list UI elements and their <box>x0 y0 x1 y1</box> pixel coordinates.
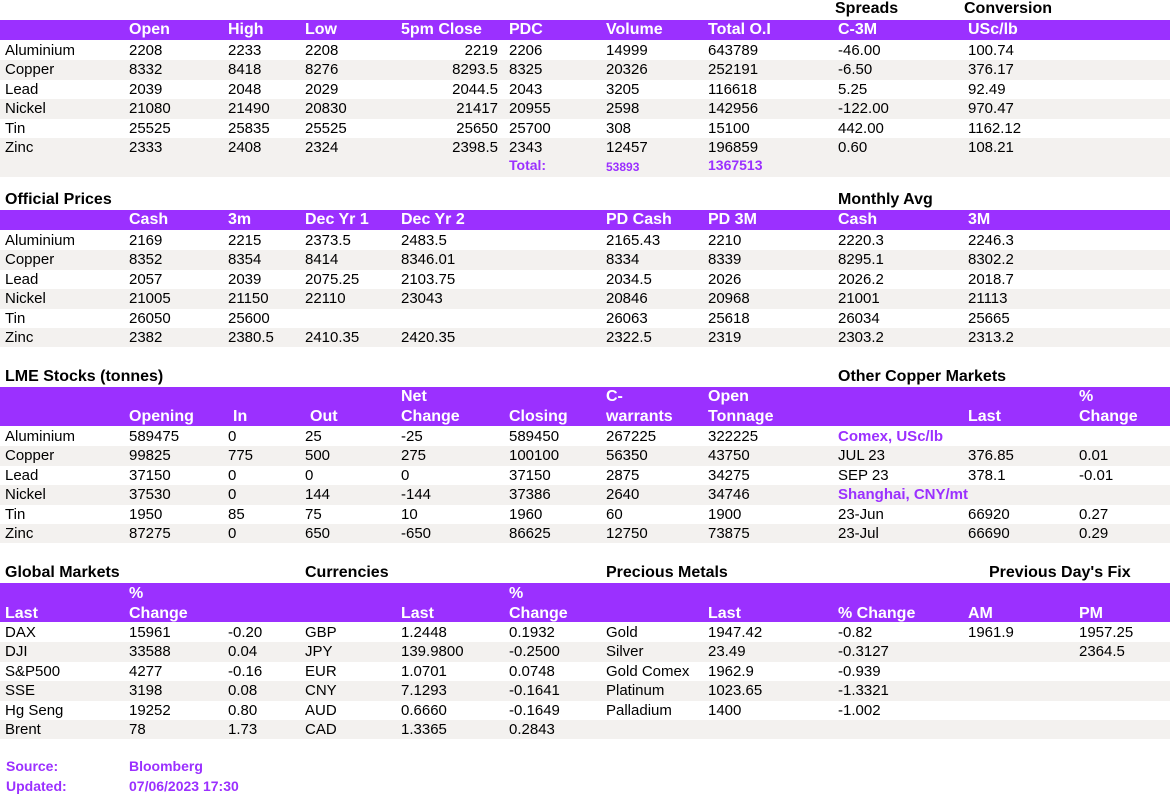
official-cell: 2303.2 <box>838 329 884 346</box>
hdr-open: Open <box>129 21 170 38</box>
official-cell: 2210 <box>708 232 742 249</box>
copper-market-label: 23-Jun <box>838 505 884 523</box>
currencies-title: Currencies <box>305 564 389 581</box>
global-cell: 1961.9 <box>968 624 1014 641</box>
top-cell: -122.00 <box>838 100 889 118</box>
stocks-cell: 34275 <box>708 466 750 484</box>
stocks-cell: 85 <box>228 505 245 523</box>
official-cell: 2169 <box>129 232 163 249</box>
metal-name: Tin <box>5 505 26 523</box>
hdr-cash: Cash <box>129 211 169 228</box>
stocks-row-stripe <box>0 485 1170 504</box>
top-cell: 1162.12 <box>968 119 1022 137</box>
global-cell: CNY <box>305 682 337 700</box>
copper-market-label: SEP 23 <box>838 466 889 484</box>
global-cell: DAX <box>5 624 36 641</box>
top-cell: 116618 <box>708 80 757 98</box>
metal-name: Zinc <box>5 525 34 542</box>
previous-day-fix-title: Previous Day's Fix <box>989 564 1131 581</box>
official-cell: 2483.5 <box>401 232 447 249</box>
global-cell: S&P500 <box>5 662 61 680</box>
hdr-global-change: Change <box>129 605 188 622</box>
copper-market-last: 378.1 <box>968 466 1006 484</box>
global-cell: 0.0748 <box>509 662 555 680</box>
global-row-stripe <box>0 642 1170 661</box>
top-cell: 8418 <box>228 61 262 79</box>
official-cell: 2373.5 <box>305 232 351 249</box>
top-cell: 25835 <box>228 119 270 137</box>
global-cell: -0.20 <box>228 624 263 641</box>
top-cell: 5.25 <box>838 80 868 98</box>
hdr-copper-last: Last <box>968 408 1001 425</box>
stocks-cell: 0 <box>401 466 410 484</box>
top-cell: 8276 <box>305 61 339 79</box>
official-cell: 2018.7 <box>968 270 1014 288</box>
hdr-c: C- <box>606 388 623 405</box>
hdr-precious-change: % Change <box>838 605 916 622</box>
global-cell: 0.04 <box>228 643 258 661</box>
top-cell: 2219 <box>464 42 498 59</box>
hdr-global-last: Last <box>5 605 38 622</box>
hdr-copper-change: Change <box>1079 408 1138 425</box>
top-cell: 2208 <box>129 42 163 59</box>
official-cell: 8414 <box>305 251 339 269</box>
global-cell: 0.08 <box>228 682 258 700</box>
stocks-cell: 73875 <box>708 525 750 542</box>
official-cell: 2319 <box>708 329 742 346</box>
copper-market-last: 376.85 <box>968 447 1014 465</box>
top-cell: 2039 <box>129 80 163 98</box>
stocks-cell: 43750 <box>708 447 750 465</box>
metal-name: Copper <box>5 447 55 465</box>
top-cell: 20830 <box>305 100 347 118</box>
hdr-closing: Closing <box>509 408 568 425</box>
top-cell: 25650 <box>456 119 498 137</box>
hdr-dec-yr-2: Dec Yr 2 <box>401 211 465 228</box>
official-cell: 20968 <box>708 290 750 308</box>
official-cell: 2026.2 <box>838 270 884 288</box>
copper-market-last: 66690 <box>968 525 1010 542</box>
copper-market-change: -0.01 <box>1079 466 1114 484</box>
hdr-low: Low <box>305 21 337 38</box>
global-cell: -1.3321 <box>838 682 889 700</box>
top-cell: 108.21 <box>968 139 1014 156</box>
stocks-cell: -144 <box>401 486 432 504</box>
global-cell: -0.939 <box>838 662 881 680</box>
hdr-pd-3m: PD 3M <box>708 211 757 228</box>
global-cell: 0.2843 <box>509 721 555 738</box>
top-cell: -6.50 <box>838 61 873 79</box>
stocks-cell: 87275 <box>129 525 171 542</box>
official-cell: 2026 <box>708 270 742 288</box>
top-cell: 21080 <box>129 100 171 118</box>
monthly-avg-title: Monthly Avg <box>838 191 933 208</box>
top-cell: 142956 <box>708 100 759 118</box>
official-cell: 2246.3 <box>968 232 1014 249</box>
global-cell: 1.0701 <box>401 662 447 680</box>
global-cell: 1.3365 <box>401 721 447 738</box>
top-cell: 442.00 <box>838 119 884 137</box>
top-cell: 2043 <box>509 80 543 98</box>
global-cell: -0.1641 <box>509 682 560 700</box>
global-cell: GBP <box>305 624 337 641</box>
stocks-cell: 589475 <box>129 428 180 445</box>
stocks-cell: 0 <box>228 428 237 445</box>
global-cell: 1962.9 <box>708 662 754 680</box>
global-cell: JPY <box>305 643 333 661</box>
hdr-pd-cash: PD Cash <box>606 211 672 228</box>
official-cell: 8352 <box>129 251 163 269</box>
stocks-cell: 650 <box>305 525 331 542</box>
conversion-label: Conversion <box>964 0 1053 17</box>
total-label: Total: <box>509 157 547 173</box>
metal-name: Aluminium <box>5 232 76 249</box>
hdr-net-change: Change <box>401 408 460 425</box>
global-cell: 1.2448 <box>401 624 447 641</box>
copper-market-label: Comex, USc/lb <box>838 428 944 445</box>
updated-value: 07/06/2023 17:30 <box>129 778 239 794</box>
global-cell: 139.9800 <box>401 643 464 661</box>
stocks-cell: 34746 <box>708 486 750 504</box>
global-cell: Platinum <box>606 682 665 700</box>
official-cell: 21005 <box>129 290 171 308</box>
official-cell: 8339 <box>708 251 742 269</box>
stocks-cell: 12750 <box>606 525 648 542</box>
official-cell: 21113 <box>968 290 1008 308</box>
official-cell: 2313.2 <box>968 329 1014 346</box>
top-cell: 2206 <box>509 42 543 59</box>
top-cell: 308 <box>606 119 632 137</box>
metal-name: Aluminium <box>5 428 76 445</box>
spreads-label: Spreads <box>835 0 899 17</box>
hdr-fix-pm: PM <box>1079 605 1103 622</box>
metal-name: Copper <box>5 61 55 79</box>
official-cell: 2075.25 <box>305 270 360 288</box>
stocks-cell: 10 <box>401 505 418 523</box>
official-cell: 21001 <box>838 290 880 308</box>
global-cell: -0.2500 <box>509 643 560 661</box>
copper-market-label: Shanghai, CNY/mt <box>838 486 969 504</box>
stocks-cell: 589450 <box>509 428 560 445</box>
total-oi: 1367513 <box>708 157 763 173</box>
official-cell: 21150 <box>228 290 269 308</box>
global-cell: Gold Comex <box>606 662 690 680</box>
stocks-cell: 0 <box>305 466 314 484</box>
copper-market-change: 0.27 <box>1079 505 1109 523</box>
hdr-net: Net <box>401 388 427 405</box>
hdr-c-3m: C-3M <box>838 21 878 38</box>
hdr-tonnage: Tonnage <box>708 408 774 425</box>
top-cell: 2044.5 <box>452 80 498 98</box>
top-cell: 196859 <box>708 139 759 156</box>
metal-name: Lead <box>5 80 39 98</box>
precious-metals-title: Precious Metals <box>606 564 728 581</box>
top-cell: 2029 <box>305 80 339 98</box>
global-cell: 1400 <box>708 701 742 719</box>
other-copper-title: Other Copper Markets <box>838 368 1007 385</box>
metal-name: Tin <box>5 119 26 137</box>
hdr-currency-change: Change <box>509 605 568 622</box>
hdr-warrants: warrants <box>606 408 673 425</box>
global-cell: 78 <box>129 721 146 738</box>
top-cell: 0.60 <box>838 139 868 156</box>
global-markets-title: Global Markets <box>5 564 120 581</box>
official-cell: 2034.5 <box>606 270 652 288</box>
global-cell: -1.002 <box>838 701 881 719</box>
hdr-pdc: PDC <box>509 21 543 38</box>
hdr-usc-lb: USc/lb <box>968 21 1018 38</box>
official-cell: 2039 <box>228 270 262 288</box>
stocks-cell: 56350 <box>606 447 648 465</box>
top-cell: 8325 <box>509 61 543 79</box>
official-cell: 2057 <box>129 270 163 288</box>
global-row-stripe <box>0 720 1170 739</box>
global-cell: -0.1649 <box>509 701 560 719</box>
stocks-cell: 0 <box>228 486 237 504</box>
top-cell: 3205 <box>606 80 640 98</box>
top-cell: 2048 <box>228 80 262 98</box>
top-cell: 100.74 <box>968 42 1014 59</box>
top-cell: -46.00 <box>838 42 881 59</box>
official-cell: 2382 <box>129 329 163 346</box>
global-cell: -0.3127 <box>838 643 889 661</box>
global-cell: Gold <box>606 624 638 641</box>
global-cell: 33588 <box>129 643 171 661</box>
top-cell: 8293.5 <box>452 61 498 79</box>
global-cell: 1947.42 <box>708 624 763 641</box>
stocks-cell: 99825 <box>129 447 171 465</box>
global-cell: SSE <box>5 682 36 700</box>
global-cell: 15961 <box>129 624 171 641</box>
official-cell: 26034 <box>838 309 880 327</box>
top-cell: 2333 <box>129 139 163 156</box>
stocks-cell: 0 <box>228 525 237 542</box>
hdr-currency-last: Last <box>401 605 434 622</box>
global-cell: Hg Seng <box>5 701 64 719</box>
stocks-cell: -650 <box>401 525 432 542</box>
top-cell: 643789 <box>708 42 759 59</box>
hdr-copper-pct: % <box>1079 388 1094 405</box>
stocks-cell: 37150 <box>129 466 171 484</box>
stocks-cell: 144 <box>305 486 331 504</box>
copper-market-last: 66920 <box>968 505 1010 523</box>
stocks-cell: 37386 <box>509 486 551 504</box>
lme-stocks-title: LME Stocks (tonnes) <box>5 368 164 385</box>
updated-label: Updated: <box>6 778 67 794</box>
metal-name: Zinc <box>5 139 34 156</box>
top-row-stripe <box>0 157 1170 176</box>
global-cell: 23.49 <box>708 643 746 661</box>
stocks-cell: 2875 <box>606 466 640 484</box>
metal-name: Tin <box>5 309 26 327</box>
official-cell: 26050 <box>129 309 171 327</box>
stocks-cell: -25 <box>401 428 423 445</box>
official-cell: 8295.1 <box>838 251 884 269</box>
official-cell: 26063 <box>606 309 648 327</box>
official-cell: 2103.75 <box>401 270 456 288</box>
official-cell: 8346.01 <box>401 251 456 269</box>
stocks-cell: 86625 <box>509 525 551 542</box>
metal-name: Lead <box>5 270 39 288</box>
hdr-monthly-3m: 3M <box>968 211 991 228</box>
hdr-currency-pct: % <box>509 585 524 602</box>
official-cell: 25665 <box>968 309 1010 327</box>
stocks-cell: 37530 <box>129 486 171 504</box>
metal-name: Zinc <box>5 329 34 346</box>
stocks-cell: 267225 <box>606 428 657 445</box>
official-cell: 8354 <box>228 251 262 269</box>
hdr-volume: Volume <box>606 21 663 38</box>
stocks-cell: 322225 <box>708 428 759 445</box>
global-cell: 1023.65 <box>708 682 763 700</box>
top-cell: 2343 <box>509 139 543 156</box>
metal-name: Nickel <box>5 100 46 118</box>
official-cell: 23043 <box>401 290 443 308</box>
stocks-cell: 275 <box>401 447 427 465</box>
global-cell: Silver <box>606 643 644 661</box>
top-cell: 21417 <box>456 100 498 118</box>
top-cell: 970.47 <box>968 100 1014 118</box>
hdr-5pm-close: 5pm Close <box>401 21 482 38</box>
top-cell: 15100 <box>708 119 750 137</box>
top-cell: 21490 <box>228 100 270 118</box>
global-cell: 0.80 <box>228 701 258 719</box>
hdr-precious-last: Last <box>708 605 741 622</box>
top-cell: 376.17 <box>968 61 1014 79</box>
global-cell: 0.1932 <box>509 624 555 641</box>
official-cell: 20846 <box>606 290 648 308</box>
hdr-3m: 3m <box>228 211 252 228</box>
global-cell: 19252 <box>129 701 171 719</box>
official-cell: 22110 <box>305 290 346 308</box>
metal-name: Lead <box>5 466 39 484</box>
top-cell: 2598 <box>606 100 640 118</box>
official-cell: 25618 <box>708 309 750 327</box>
global-cell: CAD <box>305 721 337 738</box>
metal-name: Copper <box>5 251 55 269</box>
metal-name: Nickel <box>5 486 46 504</box>
top-cell: 12457 <box>606 139 648 156</box>
official-cell: 2322.5 <box>606 329 652 346</box>
hdr-global-pct: % <box>129 585 144 602</box>
global-cell: -0.82 <box>838 624 873 641</box>
top-cell: 25525 <box>305 119 347 137</box>
global-cell: 3198 <box>129 682 163 700</box>
stocks-cell: 75 <box>305 505 322 523</box>
hdr-in: In <box>233 408 248 425</box>
top-cell: 8332 <box>129 61 163 79</box>
top-cell: 252191 <box>708 61 759 79</box>
hdr-fix-am: AM <box>968 605 993 622</box>
official-cell: 8302.2 <box>968 251 1014 269</box>
global-cell: 4277 <box>129 662 163 680</box>
hdr-dec-yr-1: Dec Yr 1 <box>305 211 369 228</box>
top-cell: 25525 <box>129 119 171 137</box>
global-cell: 1.73 <box>228 721 258 738</box>
official-cell: 2410.35 <box>305 329 360 346</box>
top-cell: 20326 <box>606 61 648 79</box>
copper-market-label: JUL 23 <box>838 447 885 465</box>
stocks-cell: 60 <box>606 505 623 523</box>
stocks-cell: 25 <box>305 428 322 445</box>
official-cell: 2420.35 <box>401 329 456 346</box>
hdr-monthly-cash: Cash <box>838 211 878 228</box>
global-cell: 1957.25 <box>1079 624 1134 641</box>
top-cell: 20955 <box>509 100 551 118</box>
global-cell: EUR <box>305 662 337 680</box>
global-cell: AUD <box>305 701 337 719</box>
stocks-cell: 1900 <box>708 505 742 523</box>
hdr-high: High <box>228 21 264 38</box>
global-cell: 2364.5 <box>1079 643 1125 661</box>
metal-name: Nickel <box>5 290 46 308</box>
stocks-cell: 1960 <box>509 505 543 523</box>
global-cell: 7.1293 <box>401 682 447 700</box>
official-cell: 2165.43 <box>606 232 661 249</box>
source-value: Bloomberg <box>129 758 203 774</box>
top-cell: 25700 <box>509 119 551 137</box>
hdr-out: Out <box>310 408 338 425</box>
official-cell: 2380.5 <box>228 329 274 346</box>
top-cell: 92.49 <box>968 80 1006 98</box>
stocks-cell: 0 <box>228 466 237 484</box>
copper-market-change: 0.01 <box>1079 447 1109 465</box>
copper-market-label: 23-Jul <box>838 525 879 542</box>
stocks-cell: 2640 <box>606 486 640 504</box>
global-cell: Palladium <box>606 701 672 719</box>
top-cell: 2208 <box>305 42 339 59</box>
global-cell: Brent <box>5 721 41 738</box>
hdr-opening: Opening <box>129 408 194 425</box>
stocks-cell: 37150 <box>509 466 551 484</box>
hdr-open: Open <box>708 388 749 405</box>
hdr-total-oi: Total O.I <box>708 21 771 38</box>
metal-name: Aluminium <box>5 42 76 59</box>
total-volume: 53893 <box>606 160 640 174</box>
stocks-cell: 500 <box>305 447 331 465</box>
top-cell: 2324 <box>305 139 339 156</box>
global-cell: 0.6660 <box>401 701 447 719</box>
top-cell: 14999 <box>606 42 648 59</box>
global-row-stripe <box>0 681 1170 700</box>
official-cell: 8334 <box>606 251 640 269</box>
official-cell: 25600 <box>228 309 270 327</box>
official-prices-title: Official Prices <box>5 191 112 208</box>
top-cell: 2233 <box>228 42 262 59</box>
stocks-cell: 100100 <box>509 447 560 465</box>
source-label: Source: <box>6 758 59 774</box>
copper-market-change: 0.29 <box>1079 525 1109 542</box>
stocks-cell: 1950 <box>129 505 163 523</box>
top-cell: 2408 <box>228 139 262 156</box>
top-cell: 2398.5 <box>452 139 498 156</box>
stocks-cell: 775 <box>228 447 254 465</box>
global-cell: DJI <box>5 643 28 661</box>
global-cell: -0.16 <box>228 662 263 680</box>
official-cell: 2215 <box>228 232 262 249</box>
official-header-bar <box>0 210 1170 230</box>
official-cell: 2220.3 <box>838 232 884 249</box>
